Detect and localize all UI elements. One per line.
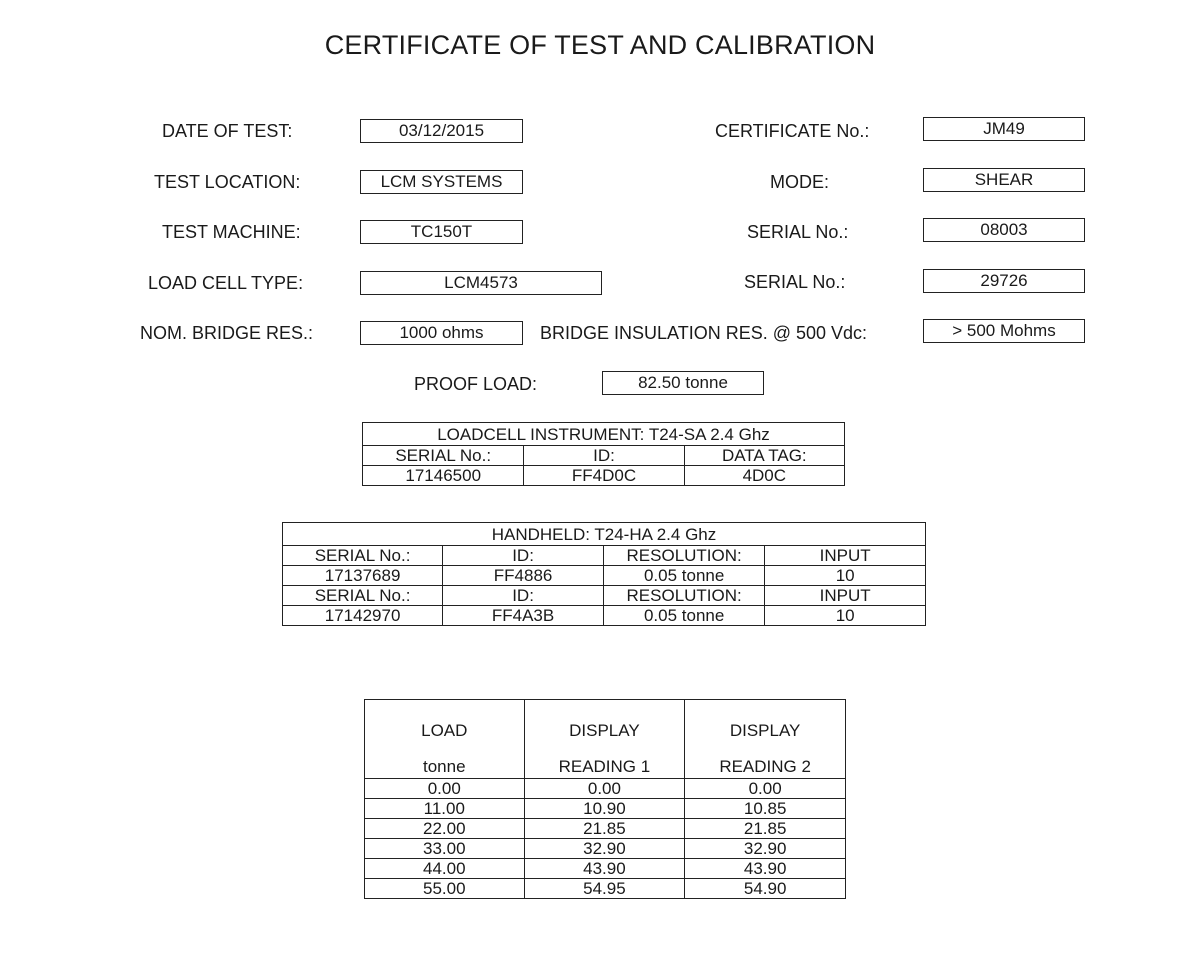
handheld-id-value: FF4886 (443, 566, 604, 586)
bridge-insulation-field: > 500 Mohms (923, 319, 1085, 343)
mode-field: SHEAR (923, 168, 1085, 192)
handheld-input-value: 10 (765, 566, 926, 586)
mode-label: MODE: (770, 172, 830, 192)
handheld-header-serial-2: SERIAL No.: (283, 586, 443, 606)
table-row (365, 799, 846, 819)
handheld-serial-value: 17137689 (283, 566, 443, 586)
cal-header-reading-2: READING 2 (685, 740, 846, 779)
nom-bridge-res-label: NOM. BRIDGE RES.: (140, 323, 314, 343)
machine-serial-label: SERIAL No.: (747, 222, 849, 242)
handheld-header-input-2: INPUT (765, 586, 926, 606)
test-machine-field: TC150T (360, 220, 523, 244)
table-row (365, 879, 846, 899)
cal-header-display-2: DISPLAY (685, 700, 846, 741)
cal-reading-2: 54.90 (685, 879, 846, 899)
date-of-test-field: 03/12/2015 (360, 119, 523, 143)
handheld-header-serial: SERIAL No.: (283, 546, 443, 566)
certificate-no-label: CERTIFICATE No.: (715, 121, 870, 141)
table-row (365, 779, 846, 799)
handheld-header-id: ID: (443, 546, 604, 566)
cal-reading-2: 0.00 (685, 779, 846, 799)
handheld-header-resolution-2: RESOLUTION: (603, 586, 764, 606)
cal-reading-1: 21.85 (524, 819, 685, 839)
loadcell-id-value: FF4D0C (524, 466, 684, 486)
table-row (365, 839, 846, 859)
cal-header-load: LOAD (365, 700, 525, 741)
loadcell-header-serial: SERIAL No.: (363, 446, 524, 466)
handheld-input-value-2: 10 (765, 606, 926, 626)
cal-load: 0.00 (365, 779, 525, 799)
handheld-header-resolution: RESOLUTION: (603, 546, 764, 566)
cal-reading-1: 43.90 (524, 859, 685, 879)
load-cell-type-field: LCM4573 (360, 271, 602, 295)
load-cell-serial-field: 29726 (923, 269, 1085, 293)
nom-bridge-res-field: 1000 ohms (360, 321, 523, 345)
cal-reading-2: 21.85 (685, 819, 846, 839)
table-row (365, 819, 846, 839)
cal-reading-1: 10.90 (524, 799, 685, 819)
cal-header-reading-1: READING 1 (524, 740, 685, 779)
loadcell-serial-value: 17146500 (363, 466, 524, 486)
load-cell-serial-label: SERIAL No.: (744, 272, 846, 292)
cal-header-unit: tonne (365, 740, 525, 779)
handheld-resolution-value: 0.05 tonne (603, 566, 764, 586)
handheld-table (282, 522, 926, 626)
cal-load: 22.00 (365, 819, 525, 839)
cal-reading-2: 10.85 (685, 799, 846, 819)
table-row (365, 859, 846, 879)
test-location-field: LCM SYSTEMS (360, 170, 523, 194)
handheld-heading: HANDHELD: T24-HA 2.4 Ghz (283, 523, 926, 546)
cal-load: 33.00 (365, 839, 525, 859)
loadcell-data-tag-value: 4D0C (684, 466, 844, 486)
cal-load: 11.00 (365, 799, 525, 819)
cal-reading-1: 0.00 (524, 779, 685, 799)
cal-reading-2: 32.90 (685, 839, 846, 859)
proof-load-label: PROOF LOAD: (414, 374, 538, 394)
loadcell-header-id: ID: (524, 446, 684, 466)
machine-serial-field: 08003 (923, 218, 1085, 242)
test-location-label: TEST LOCATION: (154, 172, 301, 192)
proof-load-field: 82.50 tonne (602, 371, 764, 395)
handheld-resolution-value-2: 0.05 tonne (603, 606, 764, 626)
date-of-test-label: DATE OF TEST: (162, 121, 293, 141)
cal-header-display-1: DISPLAY (524, 700, 685, 741)
handheld-id-value-2: FF4A3B (443, 606, 604, 626)
cal-reading-1: 32.90 (524, 839, 685, 859)
cal-load: 55.00 (365, 879, 525, 899)
bridge-insulation-label: BRIDGE INSULATION RES. @ 500 Vdc: (540, 323, 868, 343)
handheld-header-id-2: ID: (443, 586, 604, 606)
calibration-table (364, 699, 846, 899)
test-machine-label: TEST MACHINE: (162, 222, 301, 242)
cal-load: 44.00 (365, 859, 525, 879)
loadcell-header-data-tag: DATA TAG: (684, 446, 844, 466)
certificate-no-field: JM49 (923, 117, 1085, 141)
cal-reading-2: 43.90 (685, 859, 846, 879)
handheld-serial-value-2: 17142970 (283, 606, 443, 626)
loadcell-instrument-heading: LOADCELL INSTRUMENT: T24-SA 2.4 Ghz (363, 423, 845, 446)
certificate-title: CERTIFICATE OF TEST AND CALIBRATION (324, 30, 876, 60)
cal-reading-1: 54.95 (524, 879, 685, 899)
handheld-header-input: INPUT (765, 546, 926, 566)
load-cell-type-label: LOAD CELL TYPE: (148, 273, 304, 293)
loadcell-instrument-table (362, 422, 845, 486)
